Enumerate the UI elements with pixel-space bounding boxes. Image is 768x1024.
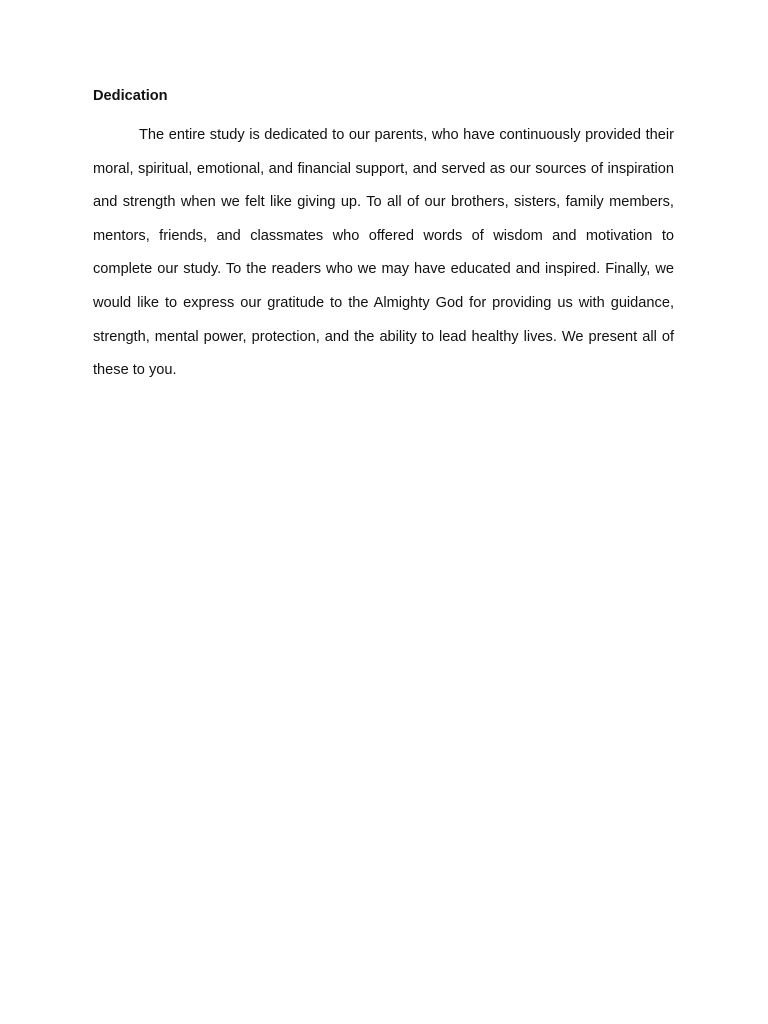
section-heading: Dedication bbox=[93, 88, 168, 104]
dedication-paragraph: The entire study is dedicated to our parents, who have continuously provided their moral, spiritual, emotional, and financial support, and served as our sources of inspiration and strength when we felt like giving up. To all of our brothers, sisters, family members, mentors, friends, and classmates who offered words of wisdom and motivation to complete our study. To the readers who we may have educated and inspired. Finally, we would like to express our gratitude to the Almighty God for providing us with guidance, strength, mental power, protection, and the ability to lead healthy lives. We present all of these to you. bbox=[93, 127, 674, 379]
page-content bbox=[93, 86, 674, 388]
